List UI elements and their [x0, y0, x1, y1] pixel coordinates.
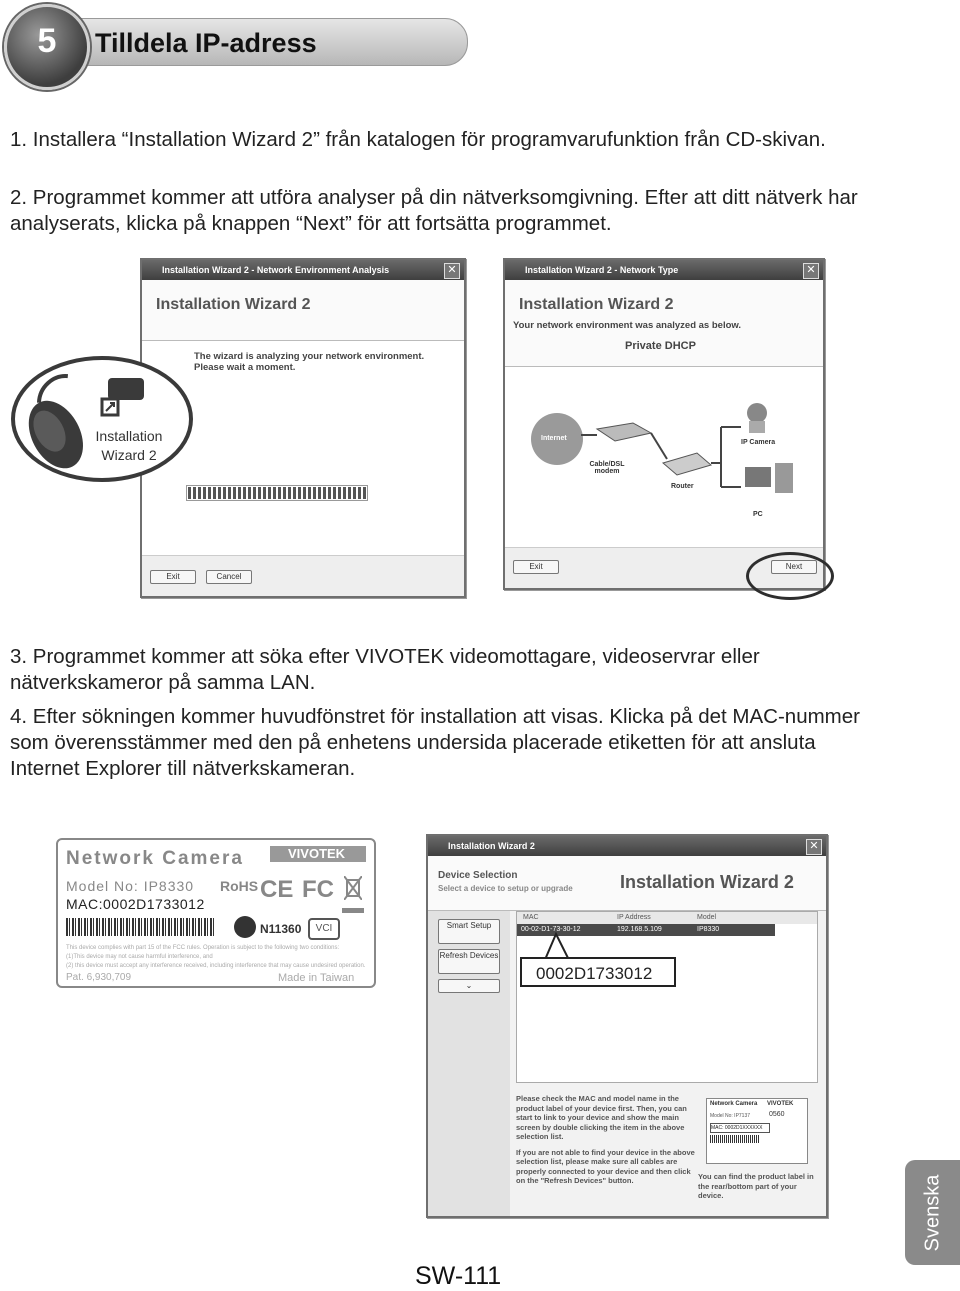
cert-number: N11360: [260, 922, 302, 936]
wizard-heading: Installation Wizard 2: [519, 296, 674, 313]
progress-fill: [188, 487, 366, 499]
modem-icon: [597, 423, 651, 441]
help-text-right: You can find the product label in the rear/bottom part of your device.: [698, 1172, 814, 1200]
step-2-text: 2. Programmet kommer att utföra analyser på din nätverksomgivning. Efter att ditt nätverk har analyserats, klicka på knappen “Next” för att fortsätta programmet.: [10, 186, 858, 235]
progress-bar: [186, 485, 368, 501]
step-4-text: 4. Efter sökningen kommer huvudfönstret för installation att visas. Klicka på det MAC-nummer som överensstämmer med den på enhetens undersida placerade etiketten för att ansluta Internet Explorer till nätverkskameran.: [10, 705, 860, 780]
expand-button[interactable]: ⌄: [438, 979, 500, 993]
window-titlebar: Installation Wizard 2: [428, 836, 826, 856]
window-titlebar: Installation Wizard 2 - Network Type: [505, 260, 823, 280]
badge-label: Installation Wizard 2: [95, 428, 163, 463]
analysis-message: The wizard is analyzing your network environment. Please wait a moment.: [194, 351, 425, 373]
mini-product-label: Network Camera VIVOTEK Model No: IP7137 0560 MAC: 0002D1XXXXXX: [706, 1098, 808, 1164]
pc-icon: [745, 467, 771, 487]
wizard-network-type-window: Installation Wizard 2 - Network Type ✕ Installation Wizard 2 Your network environment was analyzed as below. Private DHCP Internet Cable/DSL modem Router IP Camera PC Exit Next: [503, 258, 825, 590]
window-titlebar: Installation Wizard 2 - Network Environment Analysis: [142, 260, 464, 280]
exit-button[interactable]: Exit: [150, 570, 196, 584]
rohs-mark: RoHS: [220, 878, 259, 894]
wizard-heading: Installation Wizard 2: [620, 872, 794, 892]
step-1-text: 1. Installera “Installation Wizard 2” från katalogen för programvarufunktion från CD-skivan.: [10, 128, 826, 151]
fcc-statement: This device complies with part 15 of the FCC rules. Operation is subject to the following two conditions: (1)This device may not cause harmful interference, and (2) this device must accept any interference received, including interference that may cause undesired operation.: [66, 945, 366, 969]
language-tab-label: Svenska: [921, 1174, 943, 1251]
device-list-header: MAC IP Address Model: [517, 912, 817, 924]
device-selection-title: Device Selection: [438, 870, 518, 881]
product-label: [56, 838, 376, 988]
help-text-left: Please check the MAC and model name in the product label of your device first. Then, you can start to link to your device and show the main screen by double clicking the item in the above selection list. If you are not able to find your device in the above selection list, please make sure all cables are properly connected to your device and then click on the "Refresh Devices" button.: [516, 1094, 695, 1185]
step-number: 5: [37, 22, 57, 60]
close-icon[interactable]: ✕: [444, 263, 460, 279]
page-number: SW-111: [415, 1262, 502, 1290]
exit-button[interactable]: Exit: [513, 560, 559, 574]
mac-callout: 0002D1733012: [520, 957, 676, 987]
label-mac: MAC:0002D1733012: [66, 896, 205, 912]
analyzed-text: Your network environment was analyzed as below.: [513, 320, 742, 331]
close-icon[interactable]: ✕: [806, 839, 822, 855]
next-highlight-ellipse: [746, 552, 834, 600]
cancel-button[interactable]: Cancel: [206, 570, 252, 584]
label-model: Model No: IP8330: [66, 878, 195, 894]
device-selection-subtitle: Select a device to setup or upgrade: [438, 884, 573, 893]
vci-mark: VCI: [308, 918, 340, 940]
left-toolbar: [428, 911, 510, 1216]
device-row[interactable]: 00-02-D1-73-30-12 192.168.5.109 IP8330: [517, 924, 775, 936]
wizard-heading: Installation Wizard 2: [156, 296, 311, 313]
smart-setup-button[interactable]: Smart Setup: [438, 919, 500, 944]
barcode: [66, 918, 216, 936]
ce-icon: CE: [260, 876, 294, 903]
router-icon: [663, 453, 711, 475]
network-diagram: [505, 367, 819, 547]
made-in: Made in Taiwan: [278, 972, 355, 984]
step-3-text: 3. Programmet kommer att söka efter VIVOTEK videomottagare, videoservrar eller nätverkskameror på samma LAN.: [10, 645, 760, 694]
section-title: Tilldela IP-adress: [95, 28, 317, 58]
refresh-devices-button[interactable]: Refresh Devices: [438, 949, 500, 974]
wizard-device-selection-window: [426, 834, 828, 1218]
vivotek-logo: VIVOTEK: [270, 846, 366, 862]
network-type: Private DHCP: [625, 340, 696, 352]
c-tick-icon: [234, 916, 256, 938]
patent-number: Pat. 6,930,709: [66, 972, 132, 983]
weee-bin-icon: [344, 876, 362, 900]
next-button[interactable]: Next: [771, 560, 817, 574]
close-icon[interactable]: ✕: [803, 263, 819, 279]
ip-camera-icon: [747, 403, 767, 423]
label-product-name: Network Camera: [66, 848, 244, 869]
fcc-icon: FC: [302, 876, 334, 903]
